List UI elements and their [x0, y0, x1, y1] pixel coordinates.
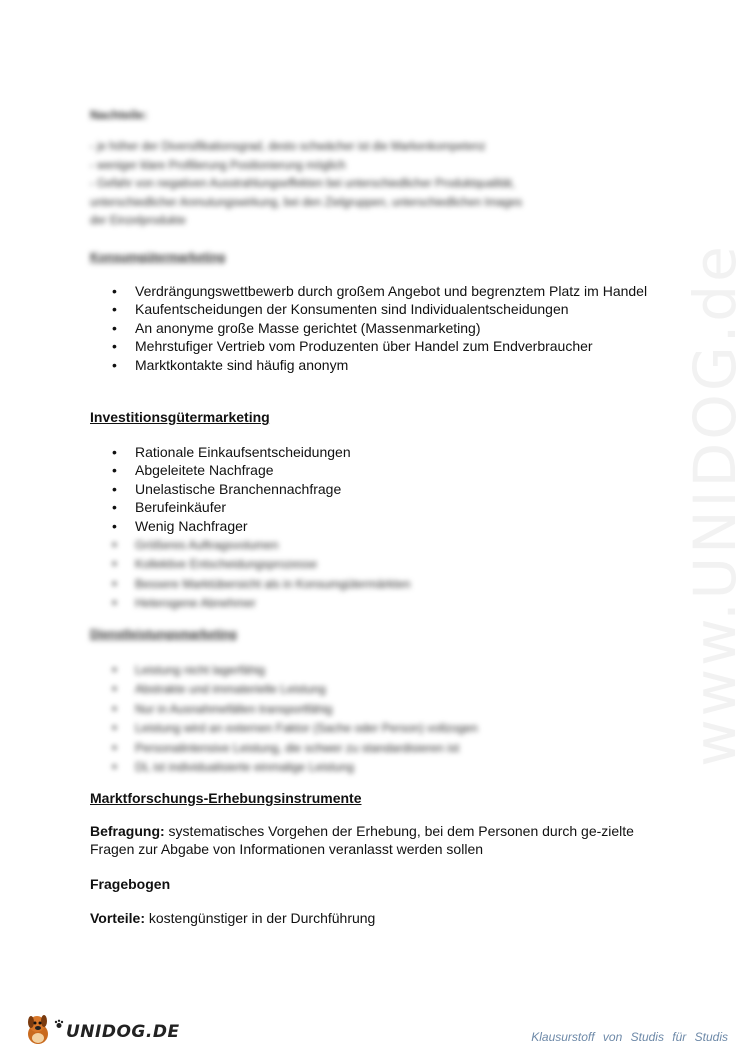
paw-icon: [54, 1016, 64, 1034]
list-item: [112, 738, 652, 757]
bullet-icon: •: [112, 462, 117, 479]
unidog-logo[interactable]: [22, 1012, 180, 1051]
bullet-icon: •: [112, 574, 117, 591]
fragebogen-heading: Fragebogen: [90, 876, 171, 892]
bullet-icon: •: [112, 319, 117, 336]
bullet-icon: •: [112, 444, 117, 460]
bullet-icon: •: [112, 356, 117, 373]
dienst-heading: Dienstleistungsmarketing: [90, 627, 237, 641]
konsum-list: [112, 282, 652, 374]
bullet-icon: •: [112, 536, 117, 552]
list-item: [112, 356, 652, 374]
list-item-text: DL ist individualisierte einmalige Leistung: [135, 760, 355, 775]
bullet-icon: •: [112, 719, 117, 736]
list-item: [112, 461, 652, 479]
list-item-text: Berufeinkäufer: [135, 499, 227, 516]
konsum-section: [90, 248, 660, 266]
nachteile-line: der Einzelprodukte: [90, 215, 186, 228]
list-item: [112, 498, 652, 516]
watermark: www.UNIDOG.de: [681, 243, 749, 767]
befragung-paragraph: [90, 822, 650, 858]
dienst-section: [90, 625, 660, 643]
invest-blurred-list: [112, 535, 652, 613]
list-item: [112, 660, 652, 679]
bullet-icon: •: [112, 738, 117, 755]
konsum-heading: Konsumgütermarketing: [90, 250, 226, 264]
list-item: [112, 718, 652, 737]
list-item-text: Leistung wird an externen Faktor (Sache oder Person) vollzogen: [135, 721, 478, 736]
bullet-icon: •: [112, 555, 117, 572]
list-item: [112, 593, 652, 612]
list-item: [112, 282, 652, 300]
list-item-text: Rationale Einkaufsentscheidungen: [135, 444, 351, 460]
list-item-text: Mehrstufiger Vertrieb vom Produzenten über Handel zum Endverbraucher: [135, 338, 593, 355]
brand-text: UNIDOG.DE: [66, 1021, 180, 1042]
list-item: [112, 319, 652, 337]
list-item: [112, 300, 652, 318]
bullet-icon: •: [112, 480, 117, 497]
vorteile-label: Vorteile:: [90, 910, 145, 926]
nachteile-section: [90, 106, 660, 231]
list-item: [112, 574, 652, 593]
vorteile-text: kostengünstiger in der Durchführung: [144, 910, 376, 926]
marktforschung-heading: Marktforschungs-Erhebungsinstrumente: [90, 790, 362, 806]
nachteile-line: - weniger klare Profilierung Positionierung möglich: [90, 159, 346, 172]
list-item: [112, 443, 652, 461]
list-item-text: Leistung nicht lagerfähig: [135, 663, 266, 677]
list-item: [112, 757, 652, 776]
bullet-icon: •: [112, 517, 117, 534]
bullet-icon: •: [112, 594, 117, 611]
list-item: [112, 554, 652, 573]
befragung-label: Befragung:: [90, 823, 165, 839]
list-item-text: Abstrakte und immaterielle Leistung: [135, 682, 326, 697]
invest-heading: Investitionsgütermarketing: [90, 409, 270, 425]
list-item-text: Unelastische Branchennachfrage: [135, 480, 342, 497]
nachteile-heading: Nachteile:: [90, 108, 148, 122]
marktforschung-section: [90, 789, 660, 807]
dog-icon: [22, 1012, 54, 1051]
nachteile-line: - Gefahr von negativen Ausstrahlungseffekten bei unterschiedlicher Produktqualität,: [90, 178, 515, 191]
nachteile-lines: [90, 138, 660, 231]
bullet-icon: •: [112, 680, 117, 697]
list-item-text: Abgeleitete Nachfrage: [135, 462, 274, 479]
bullet-icon: •: [112, 499, 117, 516]
nachteile-line: - je höher der Diversifikationsgrad, desto schwächer ist die Markenkompetenz: [90, 141, 486, 153]
bullet-icon: •: [112, 699, 117, 716]
bullet-icon: •: [112, 283, 117, 299]
list-item: [112, 679, 652, 698]
befragung-text: systematisches Vorgehen der Erhebung, bei dem Personen durch ge-zielte Fragen zur Abgabe von Informationen veranlasst werden sollen: [90, 823, 634, 857]
nachteile-line: unterschiedlicher Anmutungswirkung, bei den Zielgruppen, unterschiedlichen Images: [90, 196, 523, 209]
bullet-icon: •: [112, 301, 117, 318]
list-item-text: Bessere Marktübersicht als in Konsumgütermärkten: [135, 576, 411, 591]
list-item-text: Marktkontakte sind häufig anonym: [135, 356, 349, 373]
list-item-text: Kollektive Entscheidungsprozesse: [135, 557, 318, 572]
bullet-icon: •: [112, 338, 117, 355]
list-item-text: Größeres Auftragsvolumen: [135, 538, 279, 552]
list-item-text: Verdrängungswettbewerb durch großem Angebot und begrenztem Platz im Handel: [135, 283, 648, 299]
vorteile-paragraph: [90, 909, 660, 927]
dienst-list: [112, 660, 652, 776]
list-item-text: Nur in Ausnahmefällen transportfähig: [135, 701, 333, 716]
list-item-text: Kaufentscheidungen der Konsumenten sind Individualentscheidungen: [135, 301, 569, 318]
list-item: [112, 517, 652, 535]
list-item: [112, 337, 652, 355]
invest-list: [112, 443, 652, 535]
list-item-text: An anonyme große Masse gerichtet (Massenmarketing): [135, 319, 481, 336]
bullet-icon: •: [112, 758, 117, 775]
list-item: [112, 480, 652, 498]
invest-section: [90, 408, 660, 426]
list-item-text: Heterogene Abnehmer: [135, 596, 256, 611]
list-item-text: Wenig Nachfrager: [135, 517, 248, 534]
list-item: [112, 699, 652, 718]
list-item-text: Personalintensive Leistung, die schwer zu standardisieren ist: [135, 740, 460, 755]
list-item: [112, 535, 652, 554]
footer-slogan: Klausurstoff von Studis für Studis: [531, 1030, 728, 1044]
bullet-icon: •: [112, 661, 117, 677]
